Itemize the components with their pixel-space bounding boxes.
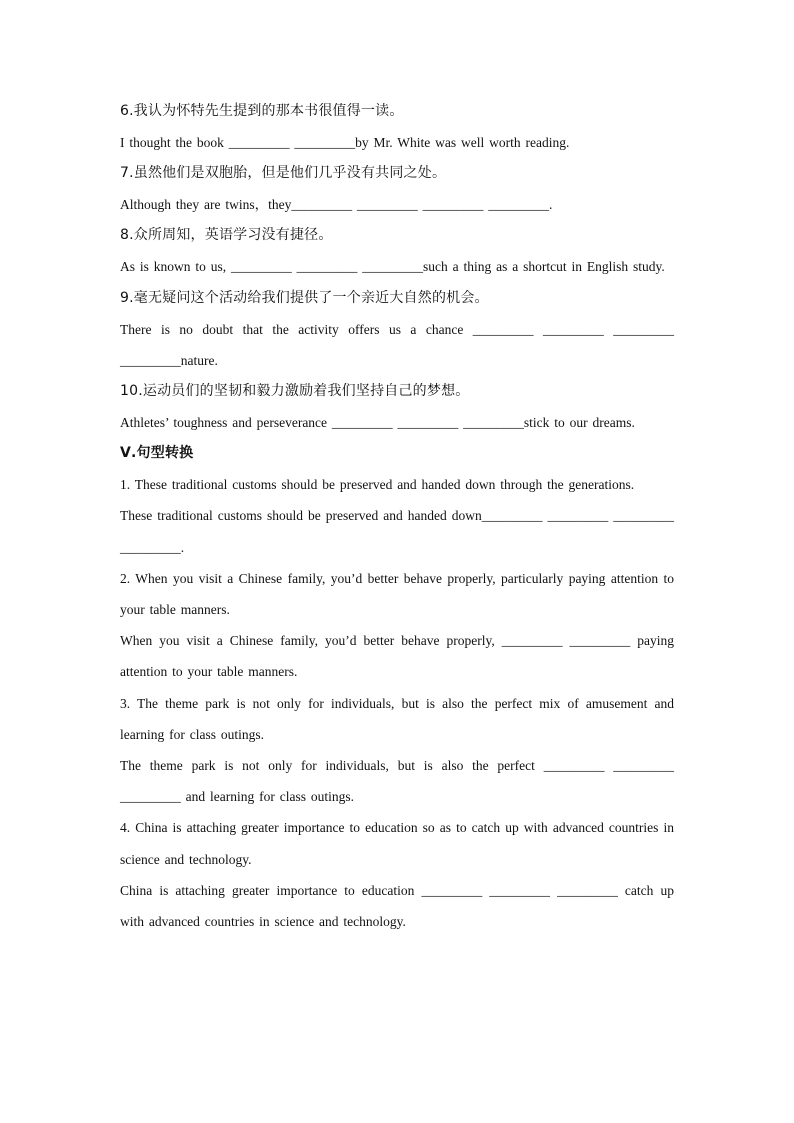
- transform-3-original: 3. The theme park is not only for individuals, but is also the perfect mix of amusement and learning for class outings.: [120, 695, 674, 742]
- transform-2-rewrite: When you visit a Chinese family, you’d better behave properly, _________ _________ paying attention to your table manners.: [120, 633, 674, 680]
- transform-4-original: 4. China is attaching greater importance to education so as to catch up with advanced countries in science and technology.: [120, 820, 674, 867]
- question-8-english: As is known to us, _________ _________ _________such a thing as a shortcut in English study.: [120, 259, 665, 275]
- question-6-chinese: 6.我认为怀特先生提到的那本书很值得一读。: [120, 103, 404, 119]
- question-10-english: Athletes’ toughness and perseverance _________ _________ _________stick to our dreams.: [120, 415, 635, 431]
- transform-4-rewrite: China is attaching greater importance to education _________ _________ _________ catch up with advanced countries in science and technology.: [120, 882, 674, 930]
- transform-1-original: 1. These traditional customs should be preserved and handed down through the generations.: [120, 477, 635, 493]
- question-6-english: I thought the book _________ _________by Mr. White was well worth reading.: [120, 135, 570, 150]
- question-9-english: There is no doubt that the activity offers us a chance _________ _________ _________ _________nature.: [120, 321, 674, 368]
- question-7-chinese: 7.虽然他们是双胞胎，但是他们几乎没有共同之处。: [120, 165, 447, 182]
- worksheet-page: [120, 96, 674, 937]
- question-9-chinese: 9.毫无疑问这个活动给我们提供了一个亲近大自然的机会。: [120, 289, 489, 306]
- section-heading: Ⅴ.句型转换: [120, 445, 194, 462]
- question-10-chinese: 10.运动员们的坚韧和毅力激励着我们坚持自己的梦想。: [120, 383, 470, 400]
- transform-2-original: 2. When you visit a Chinese family, you’d better behave properly, particularly paying attention to your table manners.: [120, 570, 674, 618]
- question-7-english: Although they are twins，they_________ _________ _________ _________.: [120, 197, 553, 213]
- question-8-chinese: 8.众所周知，英语学习没有捷径。: [120, 227, 333, 244]
- transform-1-rewrite: These traditional customs should be preserved and handed down_________ _________ _________ _________.: [120, 508, 674, 555]
- transform-3-rewrite: The theme park is not only for individuals, but is also the perfect _________ _________ _________ and learning for class outings.: [120, 758, 674, 805]
